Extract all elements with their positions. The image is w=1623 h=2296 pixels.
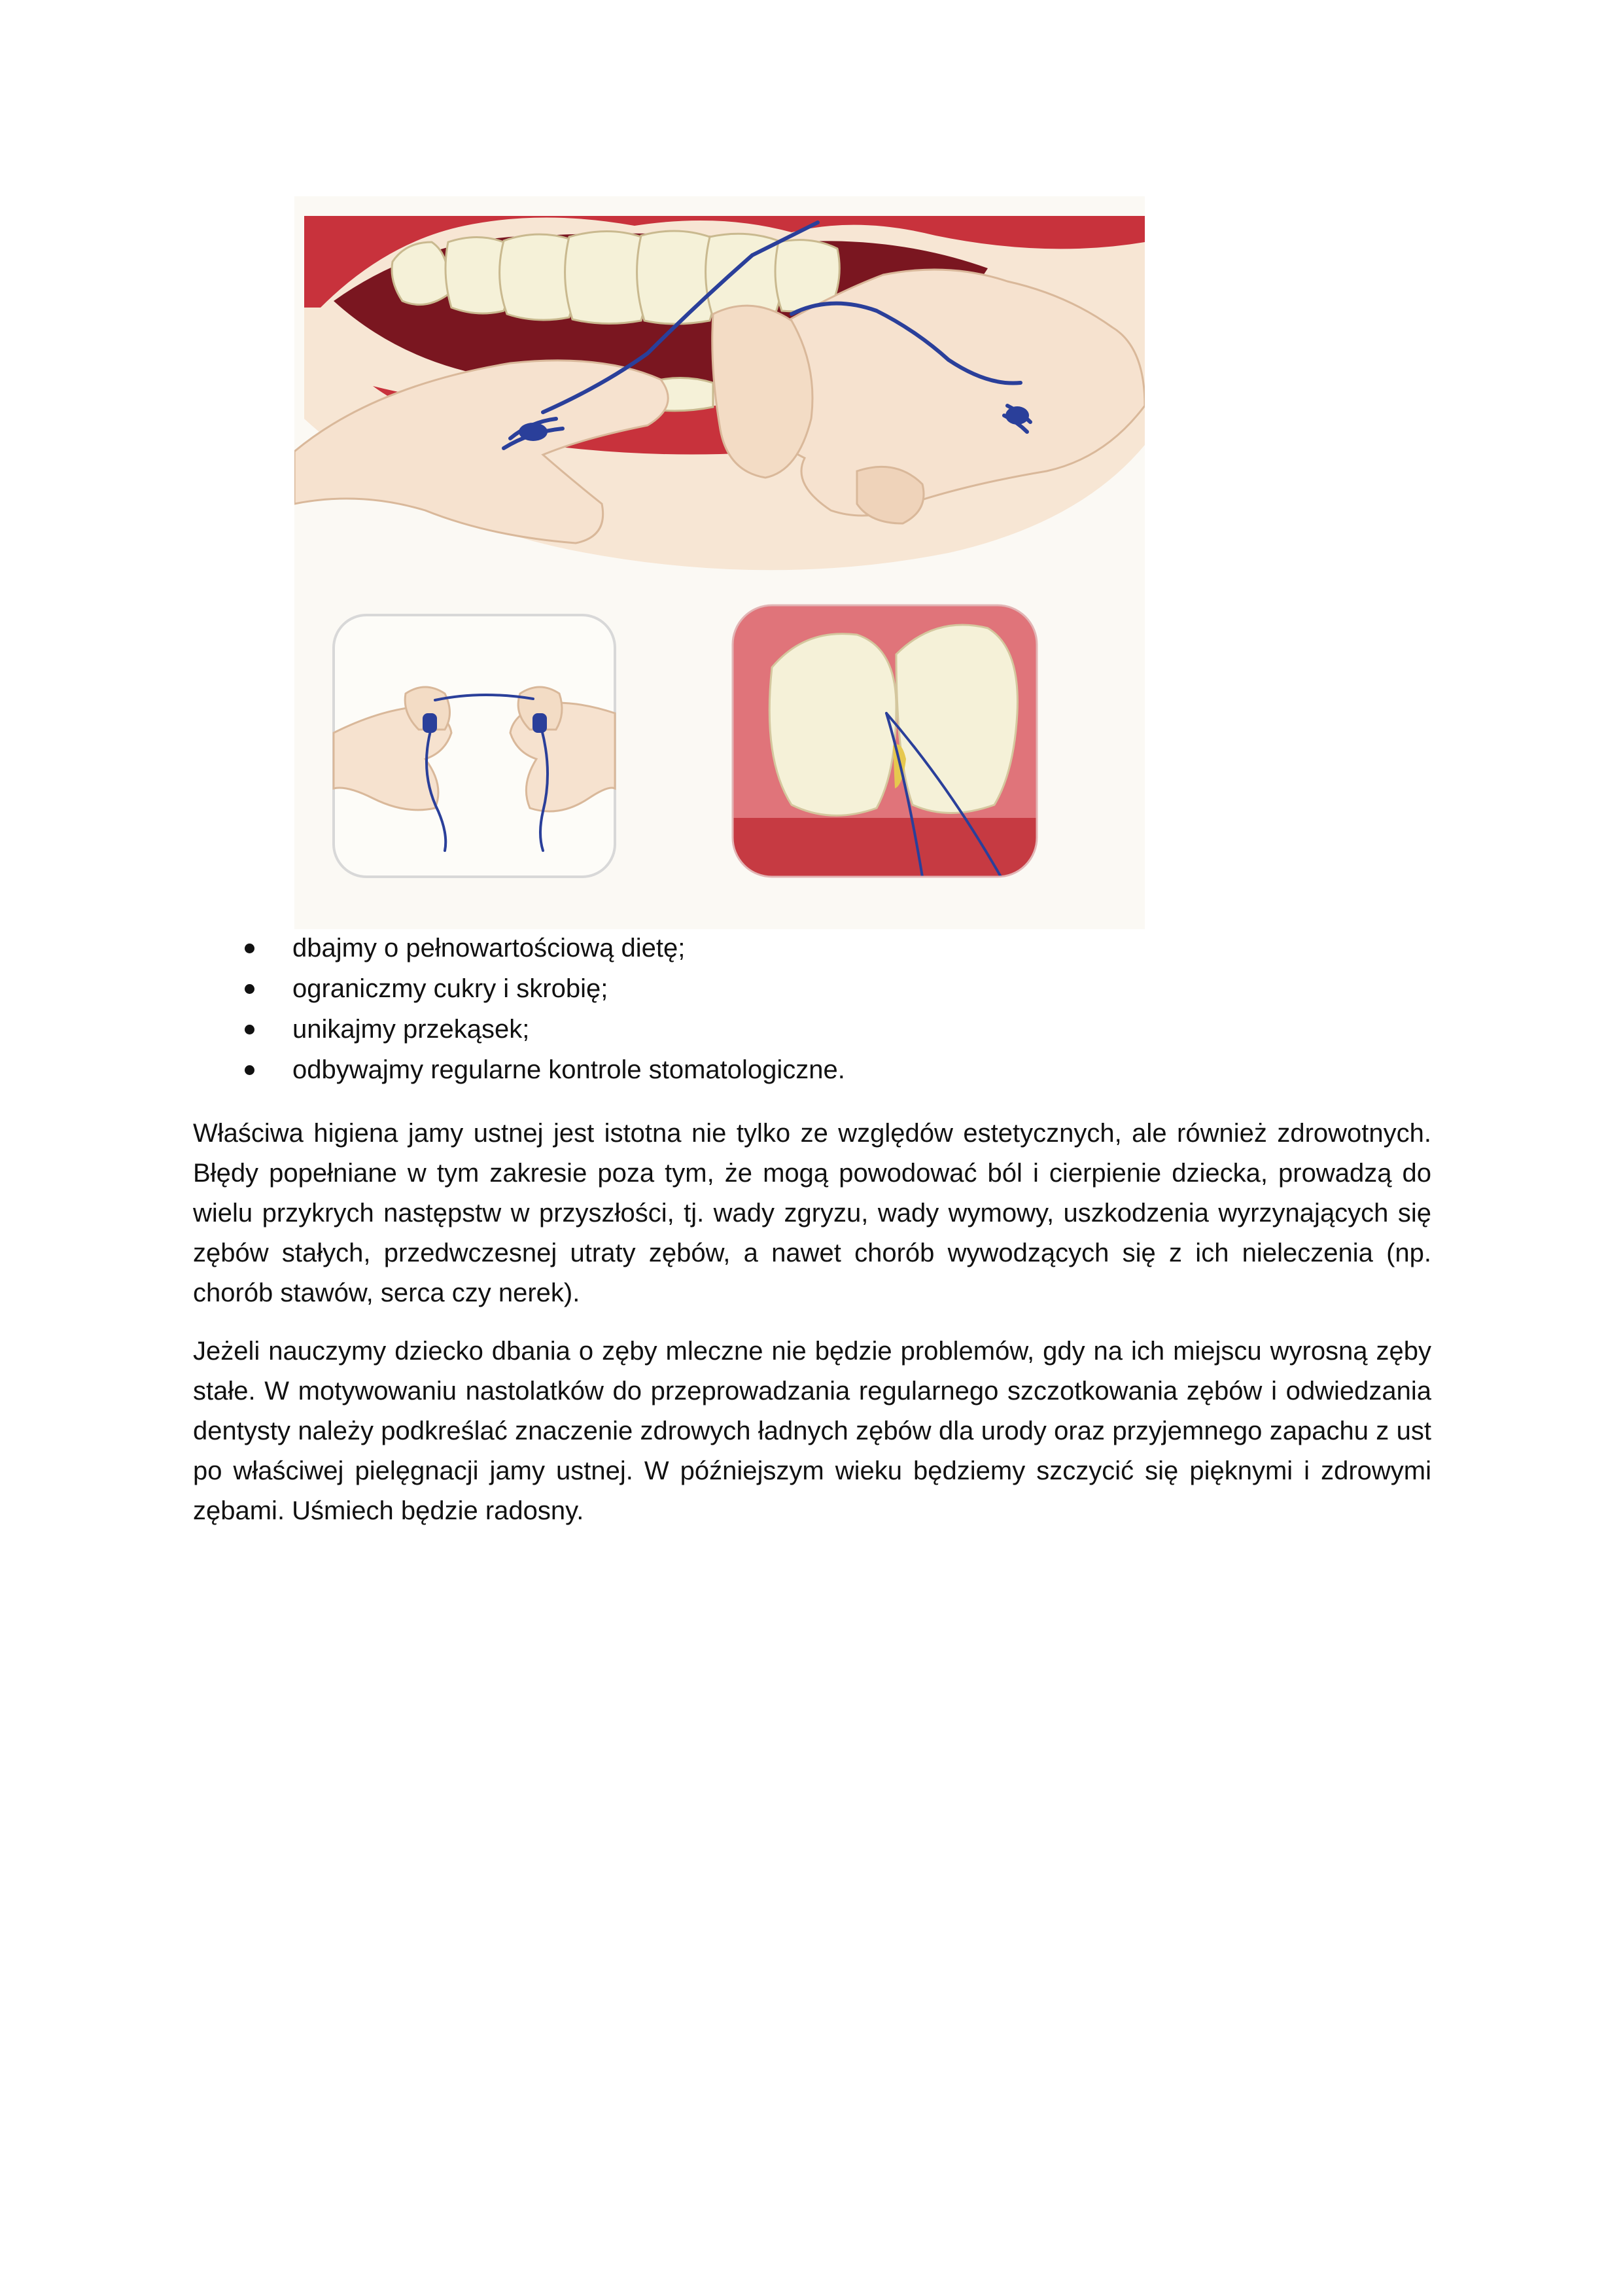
list-item-text: ograniczmy cukry i skrobię; xyxy=(292,974,608,1003)
list-item-text: dbajmy o pełnowartościową dietę; xyxy=(292,934,686,963)
flossing-illustration xyxy=(294,196,1145,929)
floss-teeth-detail xyxy=(733,605,1037,877)
tips-list xyxy=(193,928,1436,1090)
bullet-dot-icon xyxy=(245,944,254,953)
list-item xyxy=(193,928,1436,968)
list-item-text: odbywajmy regularne kontrole stomatologiczne. xyxy=(292,1055,845,1084)
list-item-text: unikajmy przekąsek; xyxy=(292,1015,530,1044)
paragraph-oral-hygiene: Właściwa higiena jamy ustnej jest istotna nie tylko ze względów estetycznych, ale również zdrowotnych. Błędy popełniane w tym zakresie poza tym, że mogą powodować ból i cierpienie dziecka, prowadzą do wielu przykrych następstw w przyszłości, tj. wady zgryzu, wady wymowy, uszkodzenia wyrzynających się zębów stałych, przedwczesnej utraty zębów, a nawet chorób wywodzących się z ich nieleczenia (np. chorób stawów, serca czy nerek). xyxy=(193,1119,1431,1307)
bullet-dot-icon xyxy=(245,1065,254,1075)
floss-hands-detail xyxy=(334,615,615,877)
list-item xyxy=(193,968,1436,1009)
bullet-dot-icon xyxy=(245,984,254,994)
bullet-dot-icon xyxy=(245,1025,254,1034)
list-item xyxy=(193,1009,1436,1050)
list-item xyxy=(193,1050,1436,1090)
paragraph-milk-teeth: Jeżeli nauczymy dziecko dbania o zęby mleczne nie będzie problemów, gdy na ich miejscu wyrosną zęby stałe. W motywowaniu nastolatków do przeprowadzania regularnego szczotkowania zębów i odwiedzania dentysty należy podkreślać znaczenie zdrowych ładnych zębów dla urody oraz przyjemnego zapachu z ust po właściwej pielęgnacji jamy ustnej. W późniejszym wieku będziemy szczycić się pięknymi i zdrowymi zębami. Uśmiech będzie radosny. xyxy=(193,1337,1431,1525)
